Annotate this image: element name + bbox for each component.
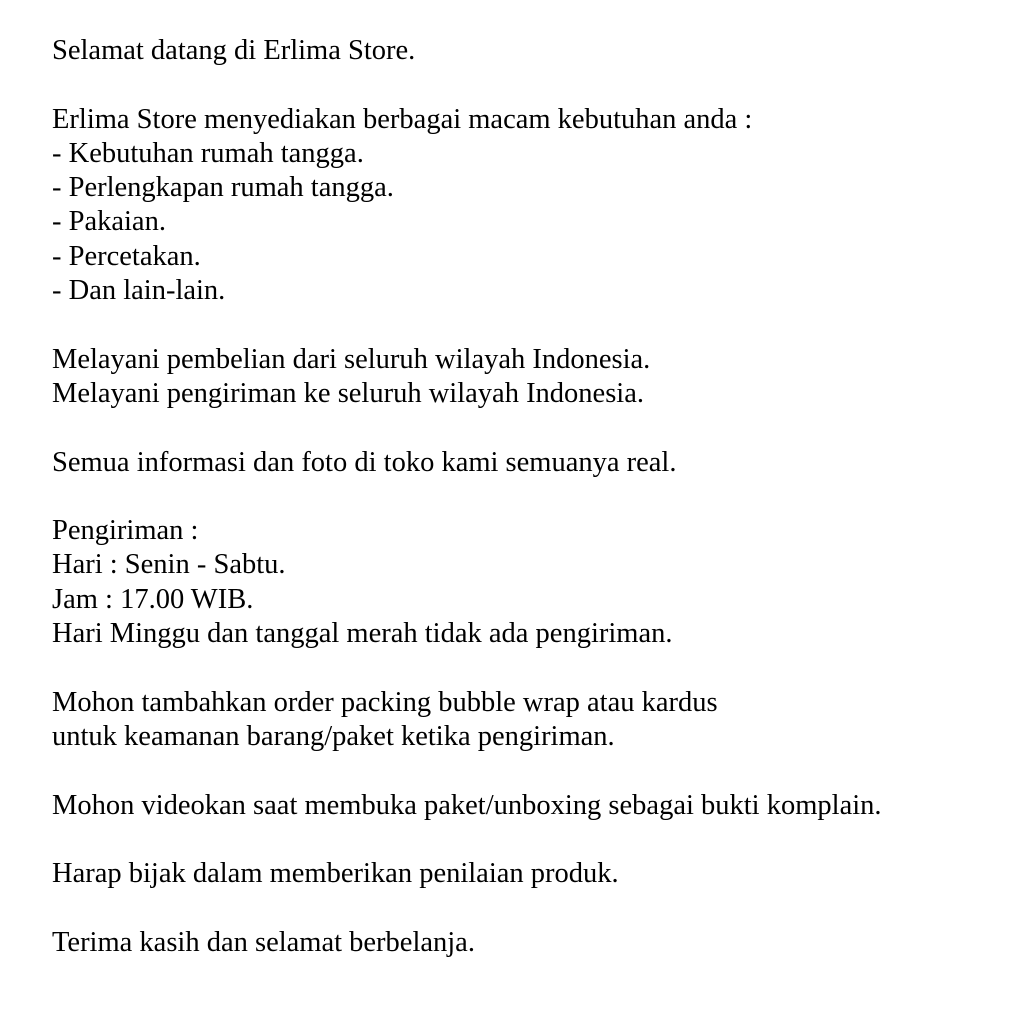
intro-text: Erlima Store menyediakan berbagai macam kebutuhan anda : bbox=[52, 103, 753, 135]
spacer bbox=[52, 651, 1012, 685]
packing-text: Mohon tambahkan order packing bubble wrap atau kardus bbox=[52, 686, 718, 718]
welcome-text: Selamat datang di Erlima Store. bbox=[52, 35, 416, 66]
shipping-note: Hari Minggu dan tanggal merah tidak ada pengiriman. bbox=[52, 618, 673, 650]
service-purchase-text: Melayani pembelian dari seluruh wilayah Indonesia. bbox=[52, 343, 651, 375]
product-list-item: - Kebutuhan rumah tangga. bbox=[52, 137, 364, 169]
spacer bbox=[52, 308, 1012, 342]
shipping-heading: Pengiriman : bbox=[52, 515, 199, 547]
spacer bbox=[52, 823, 1012, 857]
review-text: Harap bijak dalam memberikan penilaian produk. bbox=[52, 858, 619, 890]
shipping-time: Jam : 17.00 WIB. bbox=[52, 583, 254, 615]
closing-text: Terima kasih dan selamat berbelanja. bbox=[52, 926, 475, 958]
store-description bbox=[52, 34, 1012, 960]
service-shipping-text: Melayani pengiriman ke seluruh wilayah Indonesia. bbox=[52, 377, 644, 409]
unboxing-text: Mohon videokan saat membuka paket/unboxing sebagai bukti komplain. bbox=[52, 789, 882, 821]
packing-text: untuk keamanan barang/paket ketika pengiriman. bbox=[52, 720, 615, 752]
product-list-item: - Pakaian. bbox=[52, 206, 166, 238]
spacer bbox=[52, 480, 1012, 514]
authenticity-text: Semua informasi dan foto di toko kami semuanya real. bbox=[52, 446, 677, 478]
product-list-item: - Percetakan. bbox=[52, 240, 201, 272]
product-list-item: - Perlengkapan rumah tangga. bbox=[52, 172, 394, 204]
spacer bbox=[52, 68, 1012, 102]
spacer bbox=[52, 754, 1012, 788]
spacer bbox=[52, 411, 1012, 445]
shipping-days: Hari : Senin - Sabtu. bbox=[52, 549, 286, 581]
spacer bbox=[52, 891, 1012, 925]
product-list-item: - Dan lain-lain. bbox=[52, 275, 226, 307]
